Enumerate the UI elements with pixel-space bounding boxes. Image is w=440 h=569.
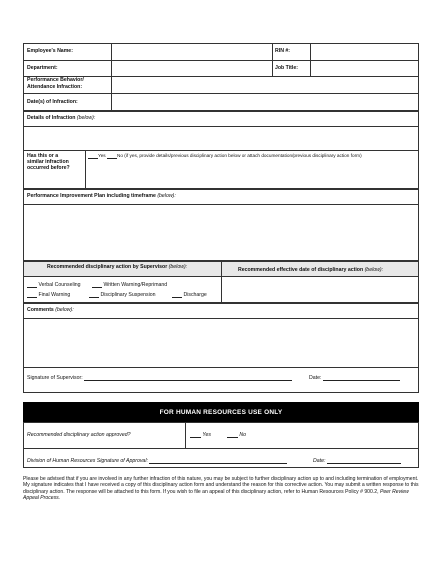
option-final: Final Warning	[27, 292, 70, 298]
discharge-blank[interactable]	[172, 297, 182, 298]
employee-name-field[interactable]	[112, 44, 271, 59]
comments-label: Comments (below):	[27, 307, 74, 313]
row-divider	[23, 448, 419, 449]
details-label: Details of Infraction (below):	[27, 115, 96, 121]
performance-label-line1: Performance Behavior/	[27, 77, 84, 83]
action-label: Recommended disciplinary action by Supervisor (below):	[47, 264, 188, 270]
effective-date-field[interactable]	[222, 277, 418, 302]
col-divider	[185, 422, 186, 448]
performance-label-line2: Attendance Infraction:	[27, 84, 83, 90]
row-divider	[23, 150, 419, 151]
footer-notice: Please be advised that if you are involved in any further infraction of this nature, you may be subject to further disciplinary action up to and including termination of employment. My signature indicates that I have received a copy of this disciplinary action form and understand the reason for this corrective action. You may submit a written response to this disciplinary action. The response will be attached to this form. If you wish to file an appeal of this disciplinary action, refer to Human Resources Policy # 900.2, Peer Review Appeal Process.	[23, 476, 419, 501]
hr-banner: FOR HUMAN RESOURCES USE ONLY	[23, 402, 419, 422]
improvement-label: Performance Improvement Plan including timeframe (below):	[27, 193, 176, 199]
department-label: Department:	[27, 65, 58, 71]
verbal-blank[interactable]	[27, 287, 37, 288]
rin-label: RIN #:	[275, 48, 290, 54]
job-title-label: Job Title:	[275, 65, 298, 71]
written-blank[interactable]	[92, 287, 102, 288]
effective-date-label: Recommended effective date of disciplinary action (below):	[238, 267, 384, 273]
prior-no-blank[interactable]	[107, 158, 117, 159]
hr-no-blank[interactable]	[227, 437, 238, 438]
dates-label: Date(s) of Infraction:	[27, 99, 78, 105]
prior-yes-blank[interactable]	[88, 158, 98, 159]
supervisor-signature-line[interactable]	[84, 380, 292, 381]
hr-yes-blank[interactable]	[190, 437, 201, 438]
supervisor-date-line[interactable]	[323, 380, 400, 381]
option-discharge: Discharge	[172, 292, 207, 298]
details-field[interactable]	[24, 127, 418, 149]
hr-signature: Division of Human Resources Signature of Approval:	[27, 458, 287, 464]
prior-options: Yes No (if yes, provide details/previous disciplinary action below or attach documentation/previous disciplinary action form)	[88, 153, 362, 159]
dates-field[interactable]	[112, 94, 418, 110]
supervisor-signature: Signature of Supervisor:	[27, 375, 292, 381]
performance-field[interactable]	[112, 77, 418, 92]
improvement-field[interactable]	[24, 205, 418, 260]
employee-name-label: Employee's Name:	[27, 48, 73, 54]
option-written: Written Warning/Reprimand	[92, 282, 167, 288]
option-suspension: Disciplinary Suspension	[89, 292, 156, 298]
hr-date: Date:	[313, 458, 401, 464]
prior-label-line3: occurred before?	[27, 165, 70, 171]
prior-details-field[interactable]	[86, 160, 418, 188]
prior-label-line2: similar infraction	[27, 159, 69, 165]
hr-approved-options: Yes No	[190, 432, 246, 438]
prior-note: (if yes, provide details/previous disciplinary action below or attach documentation/previous disciplinary action form)	[124, 153, 362, 158]
department-field[interactable]	[112, 61, 271, 75]
final-blank[interactable]	[27, 297, 37, 298]
prior-label-line1: Has this or a	[27, 153, 59, 159]
job-title-field[interactable]	[311, 61, 418, 75]
hr-signature-line[interactable]	[149, 463, 287, 464]
rin-field[interactable]	[311, 44, 418, 59]
hr-approved-label: Recommended disciplinary action approved?	[27, 432, 131, 438]
suspension-blank[interactable]	[89, 297, 99, 298]
option-verbal: Verbal Counseling	[27, 282, 81, 288]
supervisor-date: Date:	[309, 375, 400, 381]
comments-field[interactable]	[24, 319, 418, 366]
col-divider	[272, 43, 273, 76]
hr-date-line[interactable]	[327, 463, 401, 464]
row-divider	[23, 367, 419, 368]
